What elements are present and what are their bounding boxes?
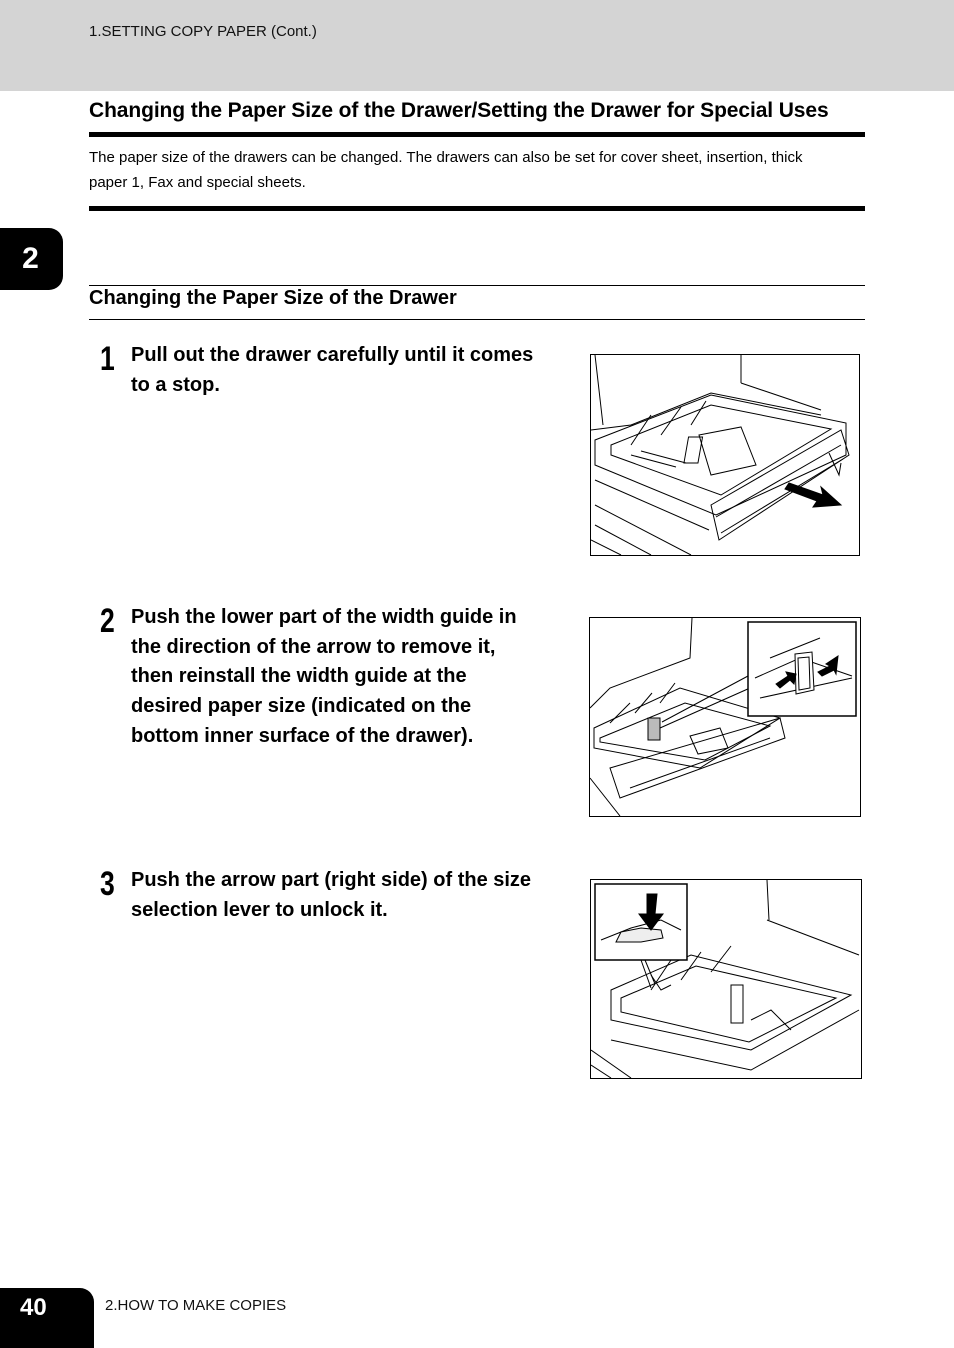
step-line: Pull out the drawer carefully until it comes [131, 344, 534, 366]
drawer-figure [590, 354, 860, 556]
step-line: to a stop. [131, 373, 220, 396]
intro-paragraph [89, 145, 865, 195]
title-rule [89, 132, 865, 137]
step-line: Push the lower part of the width guide in [131, 606, 517, 628]
intro-line: paper 1, Fax and special sheets. [89, 174, 306, 191]
pull-arrow-icon [785, 483, 841, 507]
subsection-rule-bottom [89, 319, 865, 320]
step-number: 1 [100, 340, 115, 378]
step-line: the direction of the arrow to remove it, [131, 635, 496, 658]
step-instruction [131, 341, 571, 400]
step-line: selection lever to unlock it. [131, 898, 388, 921]
size-lever-figure [590, 879, 862, 1079]
subsection-title: Changing the Paper Size of the Drawer [89, 287, 457, 309]
section-title: Changing the Paper Size of the Drawer/Setting the Drawer for Special Uses [89, 99, 829, 122]
chapter-tab[interactable]: 2 [0, 228, 63, 290]
page-header [0, 0, 954, 91]
width-guide-figure [589, 617, 861, 817]
breadcrumb: 1.SETTING COPY PAPER (Cont.) [89, 23, 317, 40]
step-line: desired paper size (indicated on the [131, 695, 472, 718]
step-instruction [131, 603, 571, 752]
step-line: bottom inner surface of the drawer). [131, 724, 474, 747]
page-number-tab: 40 [0, 1288, 94, 1348]
step-instruction [131, 866, 571, 925]
step-number: 3 [100, 865, 115, 903]
footer-chapter-label: 2.HOW TO MAKE COPIES [105, 1297, 287, 1314]
step-line: Push the arrow part (right side) of the size [131, 869, 532, 891]
step-line: then reinstall the width guide at the [131, 665, 467, 688]
step-number: 2 [100, 602, 115, 640]
subsection-rule-top [89, 285, 865, 286]
intro-rule [89, 206, 865, 211]
intro-line: The paper size of the drawers can be changed. The drawers can also be set for cover sheet, insertion, thick [89, 149, 803, 166]
